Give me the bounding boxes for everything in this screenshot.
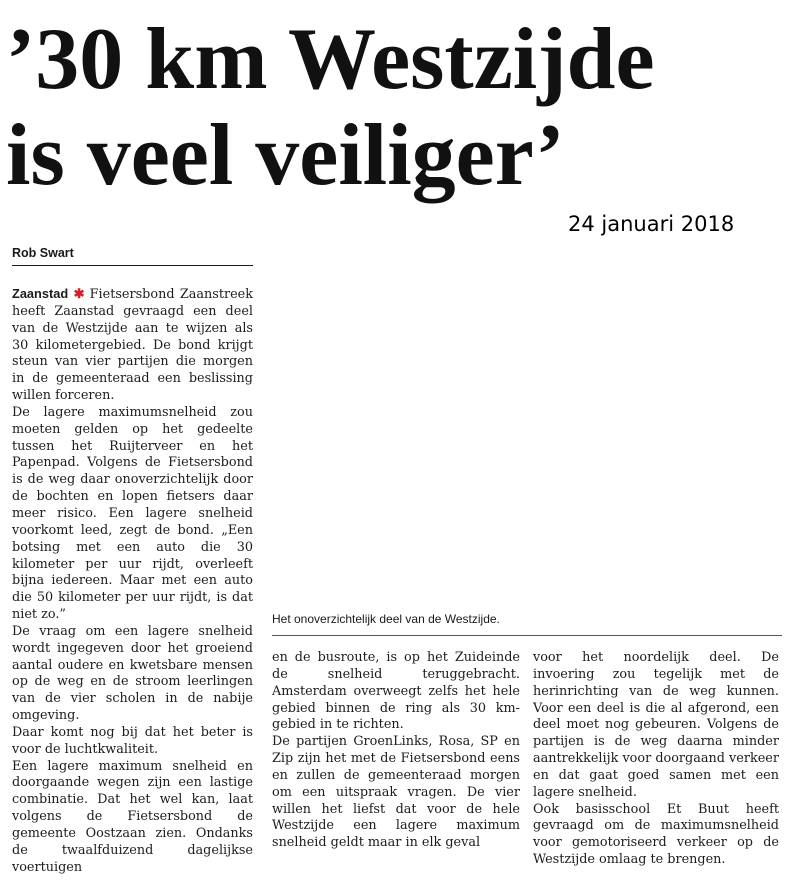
dateline-place: Zaanstad (12, 286, 69, 301)
paragraph-6 (272, 734, 520, 852)
article-column-3 (533, 650, 779, 869)
paragraph-2: De lagere maximumsnelheid zou moeten gelden op het gedeelte tussen het Ruijterveer en het Papenpad. Volgens de Fietsersbond is de weg daar onoverzichtelijk door de bochten en lopen fietsers daar meer risico. Een lagere snelheid voorkomt leed, zegt de bond. „Een botsing met een auto die 30 kilometer per uur rijdt, overleeft bijna iedereen. Maar met een auto die 50 kilometer per uur rijdt, is dat niet zo.” (12, 404, 253, 623)
paragraph-1 (12, 286, 253, 405)
paragraph-5-part-2: en de busroute, is op het Zuideinde de snelheid teruggebracht. Amsterdam overweegt zelfs het hele gebied binnen de ring als 30 km-gebied in te richten. (272, 650, 520, 733)
paragraph-6-part-1: De partijen GroenLinks, Rosa, SP en Zip zijn het met de Fietsersbond eens en zullen de gemeenteraad morgen om een uitspraak vragen. De vier willen het liefst dat voor de hele Westzijde een lagere maximum snelheid geldt maar in elk geval (272, 734, 520, 851)
paragraph-6-continued (533, 650, 779, 802)
paragraph-4: Daar komt nog bij dat het beter is voor de luchtkwaliteit. (12, 724, 253, 757)
paragraph-5-part-1: Een lagere maximum snelheid en doorgaande wegen zijn een lastige combinatie. Dat het wel kan, laat volgens de Fietsersbond de gemeente Oostzaan zien. Ondanks de twaalfduizend dagelijkse voertuigen (12, 758, 253, 875)
paragraph-3: De vraag om een lagere snelheid wordt ingegeven door het groeiend aantal oudere en kwetsbare mensen op de weg en de stroom leerlingen van de vier scholen in de nabije omgeving. (12, 623, 253, 724)
article-column-1 (12, 286, 253, 877)
date-stamp: 24 januari 2018 (568, 212, 735, 236)
paragraph-5 (12, 759, 253, 877)
paragraph-6-part-2: voor het noordelijk deel. De invoering zou tegelijk met de herinrichting van de weg kunnen. Voor een deel is die al afgerond, een deel moet nog gebeuren. Volgens de partijen is de weg daarna minder aantrekkelijk voor doorgaand verkeer en dat gaat goed samen met een lagere snelheid. (533, 650, 779, 800)
paragraph-5-continued (272, 650, 520, 734)
paragraph-7: Ook basisschool Et Buut heeft gevraagd om de maximumsnelheid voor gemotoriseerd verkeer op de Westzijde omlaag te brengen. (533, 801, 779, 868)
byline: Rob Swart (12, 246, 253, 266)
article-column-2 (272, 650, 520, 852)
headline (6, 12, 786, 204)
photo-caption: Het onoverzichtelijk deel van de Westzijde. (272, 612, 782, 636)
paragraph-1-text: Fietsersbond Zaanstreek heeft Zaanstad gevraagd een deel van de Westzijde aan te wijzen als 30 kilometergebied. De bond krijgt steun van vier partijen die morgen in de gemeenteraad een beslissing willen forceren. (12, 287, 253, 404)
headline-line-1: ’30 km Westzijde (6, 11, 655, 108)
headline-line-2: is veel veiliger’ (6, 107, 565, 204)
dateline-star-icon: ✱ (73, 286, 85, 301)
article-photo (268, 248, 788, 606)
